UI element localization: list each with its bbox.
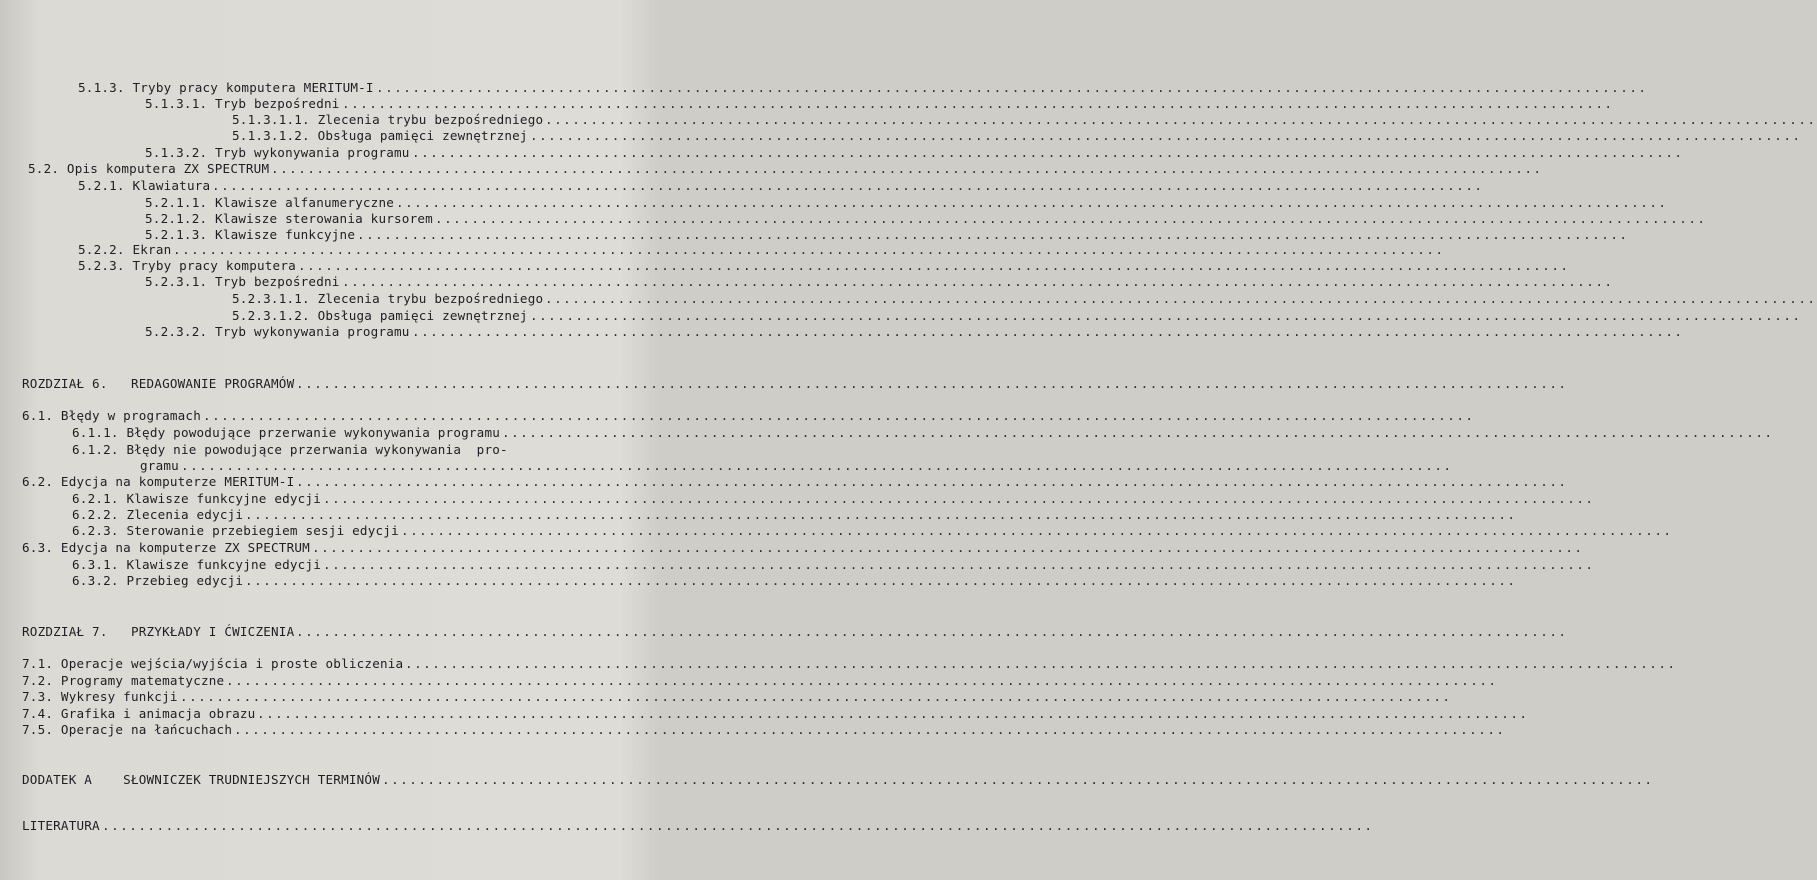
dot-leader: ............................................................................................................................................ bbox=[357, 227, 1629, 242]
toc-entry-text: 5.2.3.2. Tryb wykonywania programu bbox=[145, 324, 410, 339]
toc-entry-text: 7.1. Operacje wejścia/wyjścia i proste obliczenia bbox=[22, 656, 404, 671]
toc-entry-text: 7.4. Grafika i animacja obrazu bbox=[22, 706, 256, 721]
dot-leader: ............................................................................................................................................ bbox=[401, 523, 1673, 538]
dot-leader: ............................................................................................................................................ bbox=[376, 80, 1648, 95]
dot-leader: ............................................................................................................................................ bbox=[234, 722, 1506, 737]
toc-entry-text: 5.2.3.1.1. Zlecenia trybu bezpośredniego bbox=[232, 291, 544, 306]
toc-entry bbox=[0, 112, 1817, 128]
dot-leader: ............................................................................................................................................ bbox=[396, 195, 1668, 210]
toc-entry bbox=[0, 408, 1475, 424]
toc-entry bbox=[0, 673, 1498, 689]
toc-entry-text: 5.2.2. Ekran bbox=[78, 242, 172, 257]
toc-entry bbox=[0, 442, 660, 458]
toc-entry-text: 5.1.3. Tryby pracy komputera MERITUM-I bbox=[78, 80, 374, 95]
toc-entry-text: 6.2.2. Zlecenia edycji bbox=[72, 507, 244, 522]
toc-entry bbox=[0, 258, 1570, 274]
toc-entry-text: 5.2. Opis komputera ZX SPECTRUM bbox=[28, 161, 270, 176]
toc-entry-text: 6.2.1. Klawisze funkcyjne edycji bbox=[72, 491, 322, 506]
toc-entry bbox=[0, 507, 1517, 523]
toc-entry-text: DODATEK A SŁOWNICZEK TRUDNIEJSZYCH TERMINÓW bbox=[22, 772, 380, 787]
toc-entry bbox=[0, 291, 1817, 307]
dot-leader: ............................................................................................................................................ bbox=[271, 161, 1543, 176]
toc-entry-text: 5.2.1.3. Klawisze funkcyjne bbox=[145, 227, 356, 242]
dot-leader: ............................................................................................................................................ bbox=[312, 540, 1584, 555]
toc-entry-text: LITERATURA bbox=[22, 818, 100, 833]
toc-entry bbox=[0, 474, 1568, 490]
toc-entry-text: 6.3. Edycja na komputerze ZX SPECTRUM bbox=[22, 540, 310, 555]
dot-leader: ............................................................................................................................................ bbox=[342, 96, 1614, 111]
toc-entry bbox=[0, 128, 1802, 144]
toc-entry-text: ROZDZIAŁ 7. PRZYKŁADY I ĆWICZENIA bbox=[22, 624, 295, 639]
toc-entry-text: 5.1.3.1.2. Obsługa pamięci zewnętrznej bbox=[232, 128, 528, 143]
dot-leader: ............................................................................................................................................ bbox=[245, 573, 1517, 588]
toc-entry-text: 5.2.3.1.2. Obsługa pamięci zewnętrznej bbox=[232, 308, 528, 323]
toc-entry bbox=[0, 425, 1774, 441]
toc-entry bbox=[0, 689, 1452, 705]
dot-leader: ............................................................................................................................................ bbox=[102, 818, 1374, 833]
toc-entry bbox=[0, 80, 1648, 96]
dot-leader: ............................................................................................................................................ bbox=[323, 557, 1595, 572]
toc-entry bbox=[0, 145, 1684, 161]
toc-entry-text: 5.2.1.2. Klawisze sterowania kursorem bbox=[145, 211, 433, 226]
dot-leader: ............................................................................................................................................ bbox=[181, 458, 1453, 473]
toc-entry-text: 6.1.1. Błędy powodujące przerwanie wykonywania programu bbox=[72, 425, 501, 440]
toc-entry-text: 6.1. Błędy w programach bbox=[22, 408, 201, 423]
toc-entry-text: 5.1.3.2. Tryb wykonywania programu bbox=[145, 145, 410, 160]
dot-leader: ............................................................................................................................................ bbox=[212, 178, 1484, 193]
toc-entry-text: 5.2.1. Klawiatura bbox=[78, 178, 211, 193]
toc-entry-text: 7.3. Wykresy funkcji bbox=[22, 689, 178, 704]
toc-entry bbox=[0, 523, 1673, 539]
dot-leader: ............................................................................................................................................ bbox=[435, 211, 1707, 226]
toc-entry-text: ROZDZIAŁ 6. REDAGOWANIE PROGRAMÓW bbox=[22, 376, 295, 391]
dot-leader: ............................................................................................................................................ bbox=[296, 376, 1568, 391]
toc-entry bbox=[0, 274, 1614, 290]
dot-leader: ............................................................................................................................................ bbox=[296, 624, 1568, 639]
toc-entry bbox=[0, 491, 1595, 507]
dot-leader: ............................................................................................................................................ bbox=[323, 491, 1595, 506]
toc-entry-text: 7.2. Programy matematyczne bbox=[22, 673, 225, 688]
dot-leader: ............................................................................................................................................ bbox=[545, 112, 1817, 127]
dot-leader: ............................................................................................................................................ bbox=[245, 507, 1517, 522]
dot-leader: ............................................................................................................................................ bbox=[296, 474, 1568, 489]
dot-leader: ............................................................................................................................................ bbox=[545, 291, 1817, 306]
dot-leader: ............................................................................................................................................ bbox=[298, 258, 1570, 273]
dot-leader: ............................................................................................................................................ bbox=[412, 145, 1684, 160]
toc-entry bbox=[0, 656, 1677, 672]
toc-entry bbox=[0, 458, 1453, 474]
dot-leader: ............................................................................................................................................ bbox=[530, 308, 1802, 323]
toc-entry-text: 7.5. Operacje na łańcuchach bbox=[22, 722, 233, 737]
dot-leader: ............................................................................................................................................ bbox=[257, 706, 1529, 721]
toc-entry bbox=[0, 242, 1445, 258]
toc-entry-text: 6.3.2. Przebieg edycji bbox=[72, 573, 244, 588]
toc-entry bbox=[0, 227, 1629, 243]
dot-leader: ............................................................................................................................................ bbox=[412, 324, 1684, 339]
toc-entry bbox=[0, 211, 1707, 227]
dot-leader: ............................................................................................................................................ bbox=[502, 425, 1774, 440]
toc-entry-text: 6.2.3. Sterowanie przebiegiem sesji edycji bbox=[72, 523, 399, 538]
toc-entry-text: 5.1.3.1.1. Zlecenia trybu bezpośredniego bbox=[232, 112, 544, 127]
toc-entry bbox=[0, 376, 1568, 392]
dot-leader: ............................................................................................................................................ bbox=[342, 274, 1614, 289]
toc-entry-text: 5.2.3.1. Tryb bezpośredni bbox=[145, 274, 340, 289]
dot-leader: ............................................................................................................................................ bbox=[530, 128, 1802, 143]
toc-entry-text: 5.1.3.1. Tryb bezpośredni bbox=[145, 96, 340, 111]
toc-entry bbox=[0, 557, 1595, 573]
toc-entry bbox=[0, 772, 1654, 788]
toc-entry bbox=[0, 195, 1668, 211]
dot-leader: ............................................................................................................................................ bbox=[180, 689, 1452, 704]
toc-entry bbox=[0, 573, 1517, 589]
dot-leader: ............................................................................................................................................ bbox=[382, 772, 1654, 787]
dot-leader: ............................................................................................................................................ bbox=[203, 408, 1475, 423]
toc-entry-text: 6.3.1. Klawisze funkcyjne edycji bbox=[72, 557, 322, 572]
toc-entry-text: 6.2. Edycja na komputerze MERITUM-I bbox=[22, 474, 295, 489]
dot-leader: ............................................................................................................................................ bbox=[226, 673, 1498, 688]
toc-entry-text: 6.1.2. Błędy nie powodujące przerwania wykonywania pro- bbox=[72, 442, 508, 457]
toc-entry-text: 5.2.3. Tryby pracy komputera bbox=[78, 258, 296, 273]
toc-entry-text: 5.2.1.1. Klawisze alfanumeryczne bbox=[145, 195, 395, 210]
toc-entry bbox=[0, 540, 1584, 556]
toc-entry bbox=[0, 722, 1506, 738]
toc-entry bbox=[0, 324, 1684, 340]
toc-entry bbox=[0, 308, 1802, 324]
dot-leader: ............................................................................................................................................ bbox=[405, 656, 1677, 671]
toc-entry bbox=[0, 178, 1484, 194]
toc-entry-text: gramu bbox=[140, 458, 179, 473]
toc-entry bbox=[0, 96, 1614, 112]
toc-entry bbox=[0, 624, 1568, 640]
toc-entry bbox=[0, 161, 1543, 177]
dot-leader: ............................................................................................................................................ bbox=[173, 242, 1445, 257]
toc-entry bbox=[0, 706, 1529, 722]
toc-entry bbox=[0, 818, 1374, 834]
